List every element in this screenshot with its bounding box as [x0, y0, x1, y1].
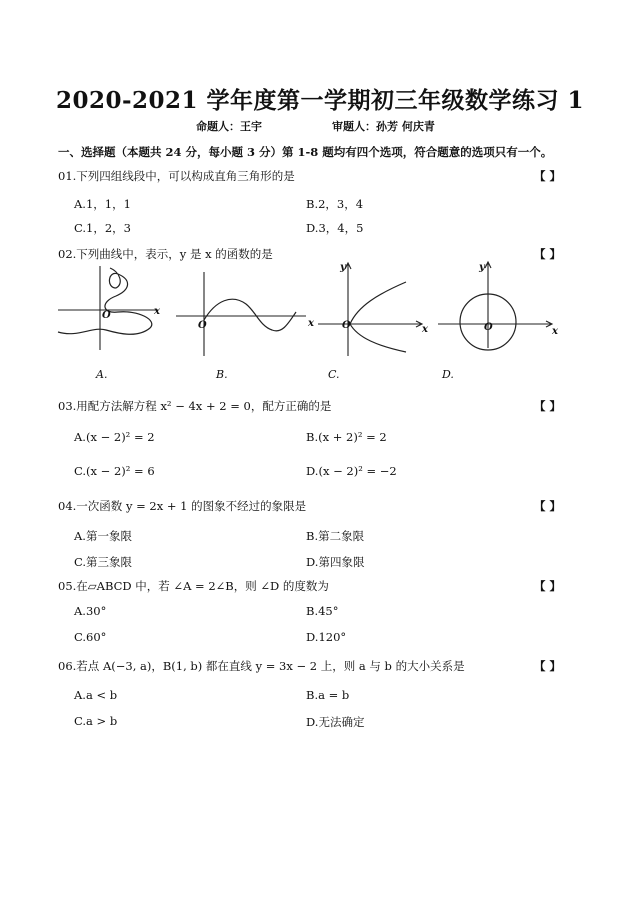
- option-3d: D.(x − 2)² = −2: [306, 464, 397, 478]
- option-1c: C.1，2，3: [74, 221, 131, 235]
- option-1a: A.1，1，1: [74, 197, 131, 211]
- option-4b: B.第二象限: [306, 529, 365, 543]
- graph-a-x-label: x: [154, 306, 160, 317]
- question-stem-4: 04.一次函数 y = 2x + 1 的图象不经过的象限是: [58, 499, 307, 513]
- option-6d: D.无法确定: [306, 715, 365, 729]
- graph-c: [318, 258, 436, 358]
- graph-d-x-label: x: [552, 326, 558, 337]
- graph-b-label: B.: [216, 368, 228, 381]
- graph-c-origin-label: O: [342, 320, 351, 331]
- graph-c-label: C.: [328, 368, 340, 381]
- option-6a: A.a < b: [74, 688, 118, 702]
- graph-b-origin-label: O: [198, 320, 207, 331]
- page-title: 2020-2021 学年度第一学期初三年级数学练习 1: [55, 87, 585, 114]
- question-stem-5: 05.在▱ABCD 中，若 ∠A = 2∠B，则 ∠D 的度数为: [58, 579, 329, 593]
- option-4d: D.第四象限: [306, 555, 365, 569]
- graph-b: [176, 264, 316, 360]
- graph-d-y-label: y: [479, 262, 485, 273]
- question-stem-2: 02.下列曲线中，表示，y 是 x 的函数的是: [58, 247, 273, 261]
- option-5d: D.120°: [306, 630, 347, 644]
- graph-b-curve: [204, 299, 296, 331]
- graph-c-y-label: y: [340, 262, 346, 273]
- option-1d: D.3，4，5: [306, 221, 364, 235]
- graph-a: [58, 262, 166, 354]
- option-5a: A.30°: [74, 604, 107, 618]
- option-3c: C.(x − 2)² = 6: [74, 464, 155, 478]
- question-stem-3: 03.用配方法解方程 x² − 4x + 2 = 0，配方正确的是: [58, 399, 332, 413]
- option-6b: B.a = b: [306, 688, 350, 702]
- option-6c: C.a > b: [74, 714, 118, 728]
- graph-c-curve: [350, 282, 406, 352]
- graph-a-curve: [58, 268, 152, 334]
- question-stem-1: 01.下列四组线段中，可以构成直角三角形的是: [58, 169, 295, 183]
- graph-d-label: D.: [442, 368, 454, 381]
- option-3a: A.(x − 2)² = 2: [74, 430, 155, 444]
- question-stem-6: 06.若点 A(−3, a)，B(1, b) 都在直线 y = 3x − 2 上，则 a 与 b 的大小关系是: [58, 659, 465, 673]
- graph-a-label: A.: [96, 368, 108, 381]
- answer-bracket-4[interactable]: 【 】: [534, 499, 562, 513]
- answer-bracket-6[interactable]: 【 】: [534, 659, 562, 673]
- answer-bracket-2[interactable]: 【 】: [534, 247, 562, 261]
- graph-b-x-label: x: [308, 318, 314, 329]
- answer-bracket-1[interactable]: 【 】: [534, 169, 562, 183]
- graph-c-x-label: x: [422, 324, 428, 335]
- option-1b: B.2，3，4: [306, 197, 364, 211]
- proposer: 命题人：王宇: [196, 120, 262, 133]
- answer-bracket-5[interactable]: 【 】: [534, 579, 562, 593]
- option-3b: B.(x + 2)² = 2: [306, 430, 387, 444]
- answer-bracket-3[interactable]: 【 】: [534, 399, 562, 413]
- option-5b: B.45°: [306, 604, 339, 618]
- graph-a-origin-label: O: [102, 310, 111, 321]
- option-4a: A.第一象限: [74, 529, 132, 543]
- section-heading: 一、选择题（本题共 24 分，每小题 3 分）第 1-8 题均有四个选项，符合题意的选项只有一个。: [58, 145, 553, 159]
- graph-d: [438, 256, 562, 356]
- option-5c: C.60°: [74, 630, 107, 644]
- graph-d-origin-label: O: [484, 322, 493, 333]
- reviewer: 审题人：孙芳 何庆青: [332, 120, 435, 133]
- option-4c: C.第三象限: [74, 555, 133, 569]
